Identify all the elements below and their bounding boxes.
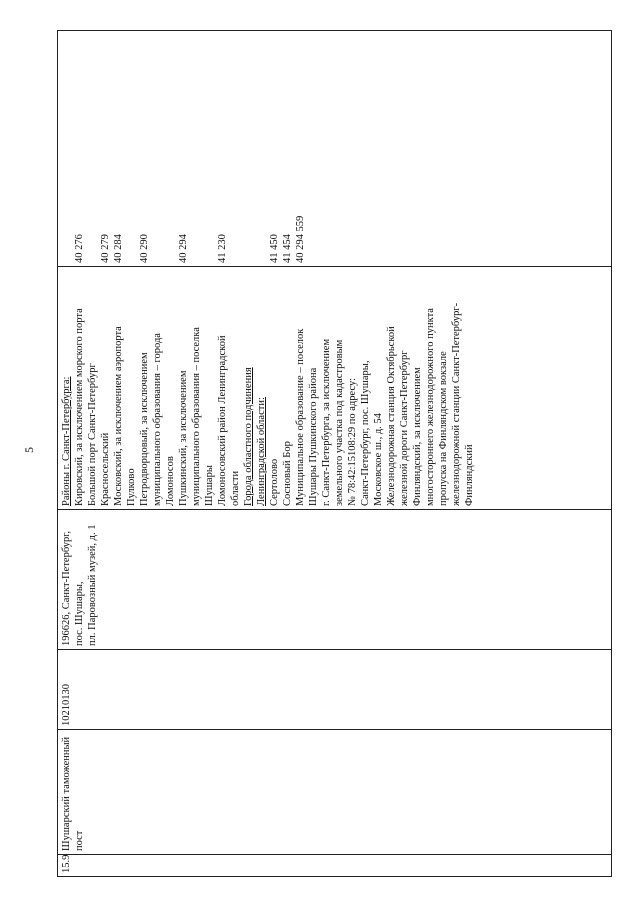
row-number: 15.9 <box>61 854 72 873</box>
region-line: Сертолово <box>269 458 280 506</box>
okato-list <box>60 34 307 263</box>
okato-code: 40 294 <box>178 234 189 263</box>
okato-code <box>151 34 164 263</box>
post-name-line: пост <box>74 830 85 851</box>
region-line: железной дороги Санкт-Петербург <box>399 350 410 506</box>
region-line: Ленинградской области: <box>256 397 267 506</box>
okato-code: 40 294 559 <box>295 215 306 263</box>
region-line: муниципального образования – поселка <box>191 327 202 506</box>
region-line: Города областного подчинения <box>243 367 254 506</box>
okato-code: 41 230 <box>217 234 228 263</box>
region-line: пропуска на Финляндском вокзале <box>438 351 449 506</box>
cell-post-code <box>58 650 612 730</box>
post-code: 10210130 <box>61 684 72 726</box>
cell-number <box>58 855 612 877</box>
cell-address <box>58 510 612 650</box>
region-line: Большой порт Санкт-Петербург <box>87 363 98 506</box>
cell-post-name <box>58 730 612 855</box>
page-number: 5 <box>22 447 36 453</box>
okato-code: 40 276 <box>74 234 85 263</box>
region-line: Шушары Пушкинского района <box>308 367 319 506</box>
okato-code <box>60 34 73 263</box>
okato-code: 40 284 <box>113 234 124 263</box>
okato-code: 40 279 <box>100 234 111 263</box>
region-line: Районы г. Санкт-Петербурга: <box>61 376 72 506</box>
okato-code: 40 290 <box>139 234 150 263</box>
region-line: г. Санкт-Петербурга, за исключением <box>321 338 332 506</box>
region-line: Кировский, за исключением морского порта <box>74 308 85 506</box>
customs-table <box>57 30 612 877</box>
region-line: Железнодорожная станция Октябрьской <box>386 326 397 506</box>
address-line: 196626, Санкт-Петербург, <box>61 530 72 646</box>
region-line: Шушары <box>204 465 215 506</box>
okato-code: 41 450 <box>269 234 280 263</box>
cell-region <box>58 267 612 510</box>
region-line: Пушкинский, за исключением <box>178 370 189 506</box>
cell-okato <box>58 31 612 267</box>
okato-code <box>255 34 268 263</box>
table-row <box>58 31 612 877</box>
okato-code <box>125 34 138 263</box>
region-line: Сосновый Бор <box>282 441 293 506</box>
region-line: Ломоносов <box>165 456 176 506</box>
region-line: многостороннего железнодорожного пункта <box>425 308 436 506</box>
region-list <box>60 270 476 506</box>
address-line: пос. Шушары, <box>74 581 85 646</box>
okato-code <box>164 34 177 263</box>
region-line: земельного участка под кадастровым <box>334 339 345 506</box>
region-line: Ломоносовский район Ленинградской <box>217 335 228 506</box>
region-line: Санкт-Петербург, пос. Шушары, <box>360 360 371 506</box>
address-line: пл. Паровозный музей, д. 1 <box>87 524 98 646</box>
region-line: Финляндский, за исключением <box>412 367 423 506</box>
okato-code <box>203 34 216 263</box>
region-line: области <box>230 470 241 506</box>
post-name-line: Шушарский таможенный <box>61 736 72 851</box>
region-line: Муниципальное образование – поселок <box>295 328 306 506</box>
region-line: Московское ш., д. 54 <box>373 413 384 506</box>
region-line: Красносельский <box>100 432 111 506</box>
region-line: Петродворцовый, за исключением <box>139 352 150 506</box>
region-line: Московский, за исключением аэропорта <box>113 326 124 506</box>
region-line: муниципального образования – города <box>152 333 163 506</box>
okato-code <box>190 34 203 263</box>
okato-code <box>229 34 242 263</box>
okato-code: 41 454 <box>282 234 293 263</box>
region-line: № 78:42:15108:29 по адресу: <box>347 378 358 506</box>
region-line: Финляндский <box>464 444 475 506</box>
okato-code <box>86 34 99 263</box>
region-line: железнодорожной станции Санкт-Петербург- <box>451 302 462 506</box>
region-line: Пулково <box>126 468 137 506</box>
okato-code <box>242 34 255 263</box>
